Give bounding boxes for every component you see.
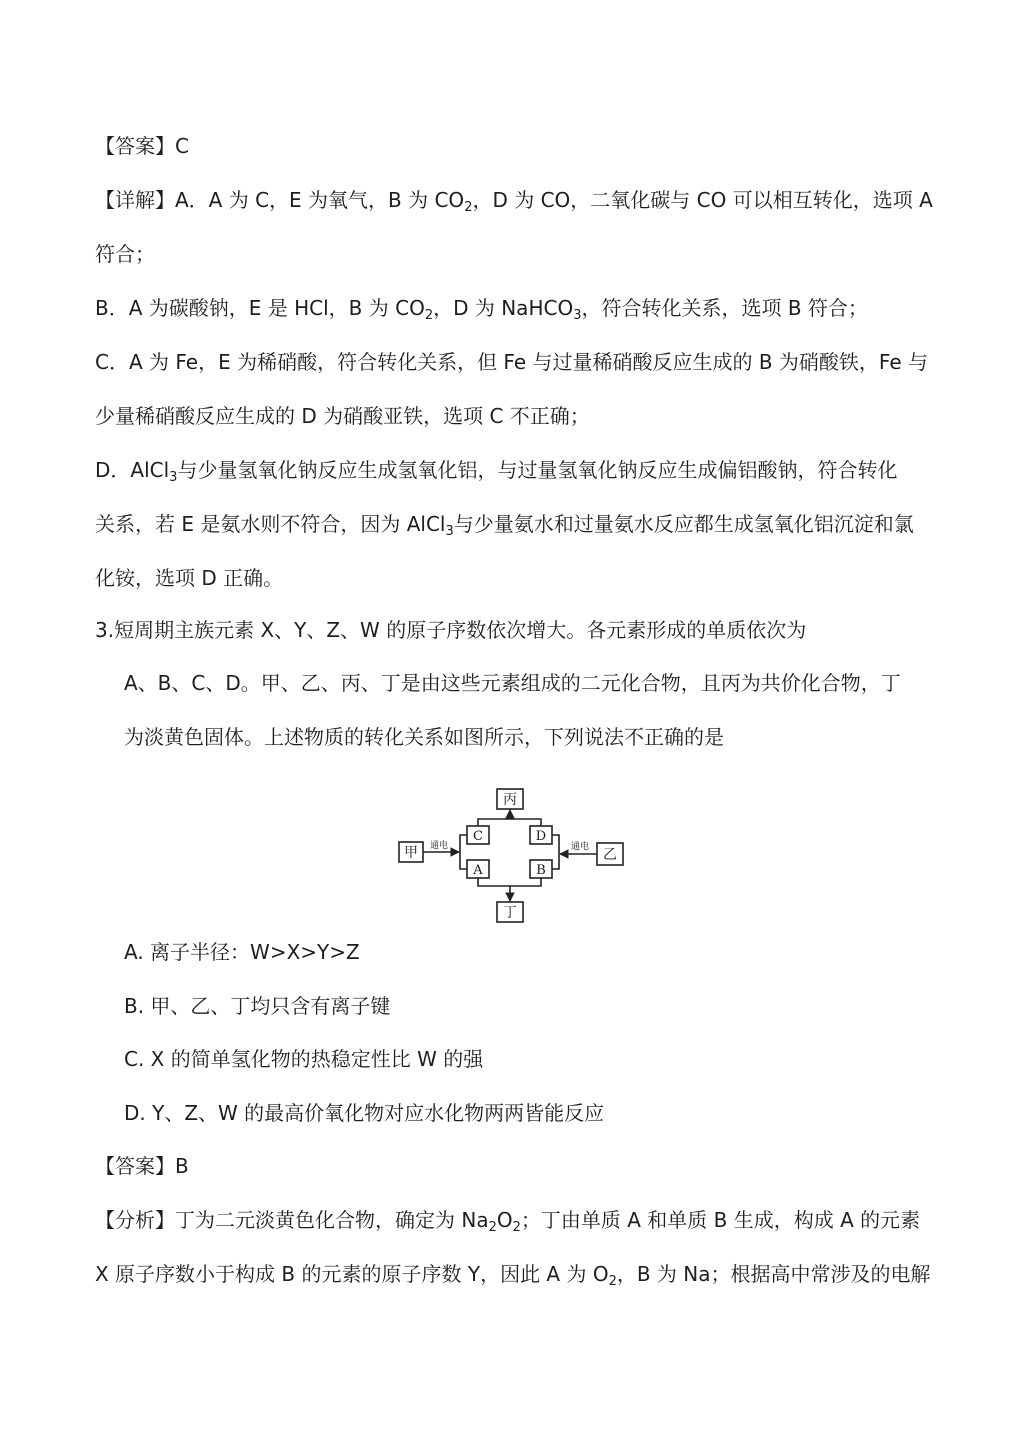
detail-d-line-2: 关系，若 E 是氨水则不符合，因为 AlCl$_3$与少量氨水和过量氨水反应都生成氢氧化铝沉淀和氯 (95, 512, 914, 539)
answer-value: B (175, 1154, 189, 1178)
label-jia: 甲 (404, 845, 418, 861)
bracket-left (460, 835, 467, 869)
label-c: C (473, 829, 483, 844)
option-a: A. 离子半径：W>X>Y>Z (124, 940, 360, 964)
detail-d-line-3: 化铵，选项 D 正确。 (95, 566, 284, 590)
detail-c-line-2: 少量稀硝酸反应生成的 D 为硝酸亚铁，选项 C 不正确； (95, 404, 590, 428)
label-arrow-right: 通电 (570, 842, 590, 852)
answer-value: C (175, 134, 189, 158)
label-arrow-left: 通电 (429, 841, 449, 851)
analysis-line-1: 【分析】丁为二元淡黄色化合物，确定为 $Na_2O_2$；丁由单质 A 和单质 B 生成，构成 A 的元素 (95, 1208, 921, 1235)
detail-a-line-2: 符合； (95, 242, 155, 266)
question-3-stem-line-2: A、B、C、D。甲、乙、丙、丁是由这些元素组成的二元化合物，且丙为共价化合物，丁 (124, 671, 901, 695)
analysis-line-2: X 原子序数小于构成 B 的元素的原子序数 Y，因此 A 为 $O_2$，B 为 Na；根据高中常涉及的电解 (95, 1262, 931, 1289)
detail-a-line-1: 【详解】A．A 为 C，E 为氧气，B 为 $CO_2$，D 为 CO，二氧化碳与 CO 可以相互转化，选项 A (95, 188, 933, 215)
answer-label: 【答案】 (95, 134, 175, 158)
question-3-stem-line-3: 为淡黄色固体。上述物质的转化关系如图所示，下列说法不正确的是 (124, 725, 724, 749)
connector-top (478, 819, 541, 826)
conversion-diagram (398, 782, 628, 924)
option-c: C. X 的简单氢化物的热稳定性比 W 的强 (124, 1047, 484, 1071)
bracket-right (552, 835, 559, 869)
question-3-stem-line-1: 3.短周期主族元素 X、Y、Z、W 的原子序数依次增大。各元素形成的单质依次为 (95, 618, 807, 642)
answer-label: 【答案】 (95, 1154, 175, 1178)
detail-d-line-1: D．AlCl$_3$与少量氢氧化钠反应生成氢氧化铝，与过量氢氧化钠反应生成偏铝酸钠，符合转化 (95, 458, 898, 485)
detail-label: 【详解】 (95, 188, 175, 212)
label-bing: 丙 (503, 792, 517, 808)
label-a: A (473, 863, 483, 878)
option-d: D. Y、Z、W 的最高价氧化物对应水化物两两皆能反应 (124, 1101, 605, 1125)
detail-c-line-1: C．A 为 Fe，E 为稀硝酸，符合转化关系，但 Fe 与过量稀硝酸反应生成的 B 为硝酸铁，Fe 与 (95, 350, 929, 374)
label-d: D (535, 829, 547, 844)
label-ding: 丁 (503, 905, 517, 921)
answer-line-1 (95, 133, 189, 159)
analysis-label: 【分析】 (95, 1208, 175, 1232)
connector-bottom (478, 878, 541, 886)
option-b: B. 甲、乙、丁均只含有离子键 (124, 994, 391, 1018)
answer-line-2 (95, 1153, 189, 1179)
label-b: B (536, 863, 546, 878)
label-yi: 乙 (603, 847, 617, 863)
detail-b-line-1: B．A 为碳酸钠，E 是 HCl，B 为 $CO_2$，D 为 NaHCO$_3$，符合转化关系，选项 B 符合； (95, 296, 868, 323)
